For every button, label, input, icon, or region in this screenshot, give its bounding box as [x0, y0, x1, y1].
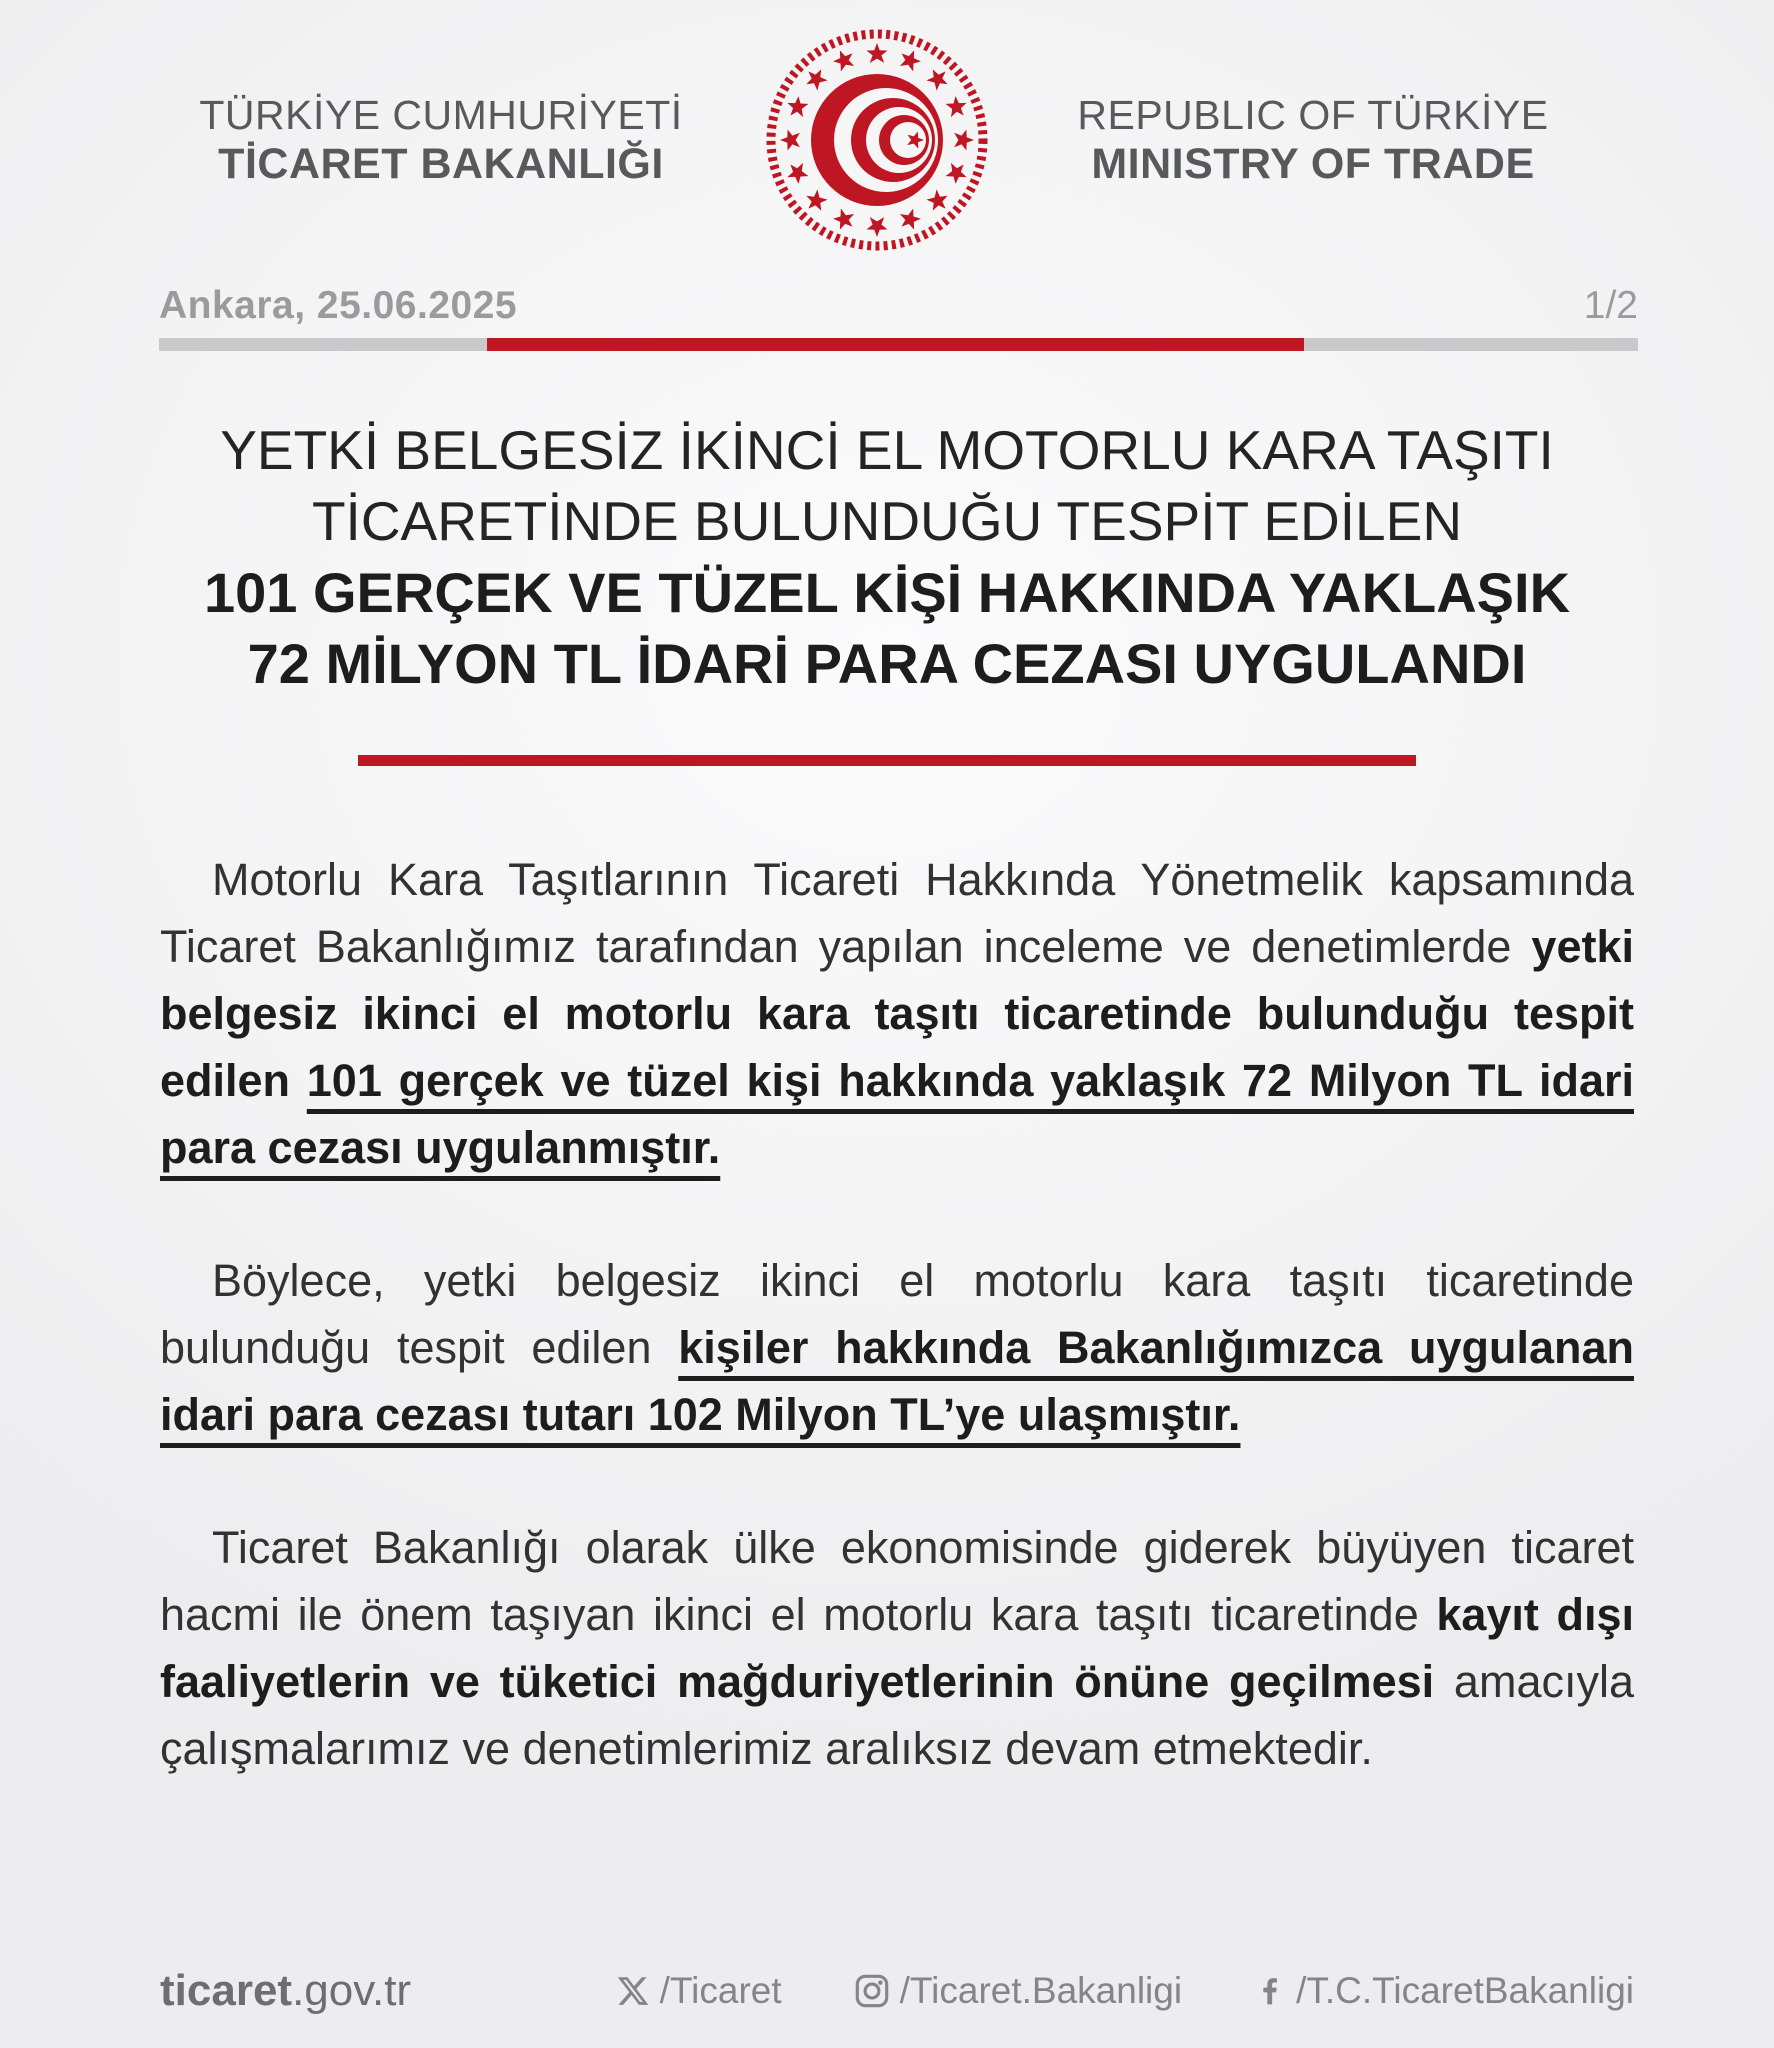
x-account — [616, 1970, 782, 2012]
rule-gray-right — [1304, 338, 1638, 351]
dateline: Ankara, 25.06.2025 — [159, 284, 518, 327]
instagram-icon — [854, 1973, 890, 2009]
ministry-name-english — [1002, 91, 1624, 189]
org-name-line-bold: MINISTRY OF TRADE — [1091, 140, 1535, 188]
header-rule — [159, 338, 1638, 351]
x-handle: /Ticaret — [659, 1970, 782, 2011]
ministry-logo — [752, 22, 1002, 258]
facebook-account — [1254, 1970, 1634, 2012]
p1-bold: yetki belgesiz ikinci el motorlu kara taşıtı ticaretinde bulunduğu tespit edilen — [160, 921, 1634, 1106]
ministry-of-trade-emblem-icon — [759, 22, 995, 258]
page-indicator: 1/2 — [1583, 284, 1638, 327]
headline-line-2: TİCARETİNDE BULUNDUĞU TESPİT EDİLEN — [311, 490, 1463, 552]
headline-line-4: 72 MİLYON TL İDARİ PARA CEZASI UYGULANDI — [247, 632, 1527, 695]
paragraph-1 — [160, 846, 1634, 1181]
instagram-account — [854, 1970, 1182, 2012]
paragraph-3 — [160, 1514, 1634, 1782]
website-url — [160, 1966, 411, 2016]
paragraph-2 — [160, 1247, 1634, 1448]
ministry-name-turkish — [130, 91, 752, 189]
footer — [160, 1966, 1634, 2016]
website-rest-part: .gov.tr — [292, 1966, 412, 2015]
social-links — [616, 1970, 1634, 2012]
p2-bold-underline: kişiler hakkında Bakanlığımızca uygulanan idari para cezası tutarı 102 Milyon TL’ye ulaşmıştır. — [160, 1322, 1634, 1440]
org-name-line-bold: TİCARET BAKANLIĞI — [218, 140, 664, 188]
p2-normal: Böylece, yetki belgesiz ikinci el motorlu kara taşıtı ticaretinde bulunduğu tespit edilen — [160, 1255, 1634, 1373]
red-divider — [358, 755, 1416, 766]
x-twitter-icon — [616, 1974, 650, 2008]
instagram-handle: /Ticaret.Bakanligi — [899, 1970, 1183, 2011]
header — [0, 0, 1774, 258]
headline — [0, 415, 1774, 699]
facebook-handle: /T.C.TicaretBakanligi — [1296, 1970, 1634, 2011]
body-text — [160, 846, 1634, 1782]
headline-line-3: 101 GERÇEK VE TÜZEL KİŞİ HAKKINDA YAKLAŞIK — [203, 561, 1571, 624]
website-bold-part: ticaret — [160, 1966, 293, 2015]
rule-gray-left — [159, 338, 487, 351]
p3-normal-1: Ticaret Bakanlığı olarak ülke ekonomisinde giderek büyüyen ticaret hacmi ile önem taşıyan ikinci el motorlu kara taşıtı ticaretinde — [160, 1522, 1634, 1640]
rule-red-center — [487, 338, 1303, 351]
dateline-row — [159, 284, 1638, 328]
facebook-icon — [1254, 1975, 1286, 2007]
p3-bold: kayıt dışı faaliyetlerin ve tüketici mağduriyetlerinin önüne geçilmesi — [160, 1589, 1634, 1707]
p1-bold-underline: 101 gerçek ve tüzel kişi hakkında yaklaşık 72 Milyon TL idari para cezası uygulanmıştır. — [160, 1055, 1634, 1173]
org-name-line: TÜRKİYE CUMHURİYETİ — [199, 92, 683, 138]
headline-line-1: YETKİ BELGESİZ İKİNCİ EL MOTORLU KARA TAŞITI — [220, 419, 1554, 481]
p3-normal-2: amacıyla çalışmalarımız ve denetimlerimiz aralıksız devam etmektedir. — [160, 1656, 1634, 1774]
p1-normal: Motorlu Kara Taşıtlarının Ticareti Hakkında Yönetmelik kapsamında Ticaret Bakanlığımız tarafından yapılan inceleme ve denetimlerde — [160, 854, 1634, 972]
org-name-line: REPUBLIC OF TÜRKİYE — [1077, 92, 1549, 138]
